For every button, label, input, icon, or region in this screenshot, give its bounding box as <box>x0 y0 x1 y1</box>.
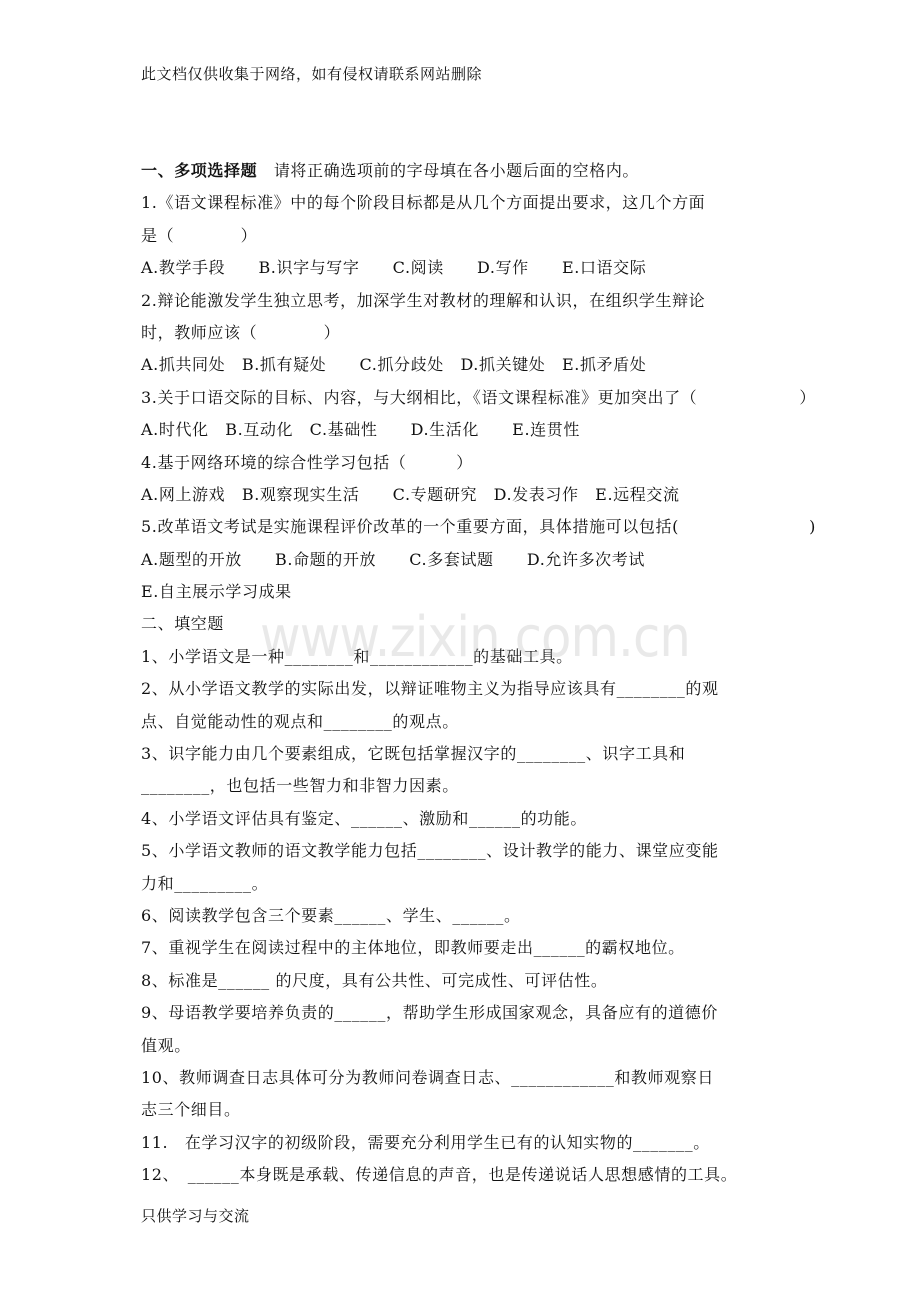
fill-blank-line: 力和_________。 <box>141 873 269 893</box>
fill-blank-line: 12、 ______本身既是承载、传递信息的声音，也是传递说话人思想感情的工具。 <box>141 1165 738 1185</box>
question-text: 3.关于口语交际的目标、内容，与大纲相比，《语文课程标准》更加突出了（ <box>141 387 698 407</box>
fill-blank-line: 9、母语教学要培养负责的______，帮助学生形成国家观念，具备应有的道德价 <box>141 1003 718 1023</box>
fill-blank-line: 2、从小学语文教学的实际出发，以辩证唯物主义为指导应该具有________的观 <box>141 679 719 699</box>
question-line: 2.辩论能激发学生独立思考，加深学生对教材的理解和认识，在组织学生辩论 <box>141 290 706 310</box>
option-line: E.自主展示学习成果 <box>141 582 292 602</box>
section1-title: 一、多项选择题 <box>141 161 258 180</box>
fill-blank-line: 6、阅读教学包含三个要素______、学生、______。 <box>141 905 521 925</box>
option-line: A.题型的开放 B.命题的开放 C.多套试题 D.允许多次考试 <box>141 549 645 569</box>
question-text: 5.改革语文考试是实施课程评价改革的一个重要方面，具体措施可以包括( <box>141 517 679 537</box>
answer-paren-close: ) <box>809 517 816 537</box>
section2-title: 二、填空题 <box>141 614 225 634</box>
fill-blank-line: 点、自觉能动性的观点和________的观点。 <box>141 711 459 731</box>
option-line: A.教学手段 B.识字与写字 C.阅读 D.写作 E.口语交际 <box>141 258 647 278</box>
question-line: 1.《语文课程标准》中的每个阶段目标都是从几个方面提出要求，这几个方面 <box>141 193 706 213</box>
option-line: A.抓共同处 B.抓有疑处 C.抓分歧处 D.抓关键处 E.抓矛盾处 <box>141 355 647 375</box>
footer-note: 只供学习与交流 <box>141 1207 250 1225</box>
svg-text:www.zixin.com.cn: www.zixin.com.cn <box>260 605 690 670</box>
question-line: 是（ ） <box>141 225 258 245</box>
fill-blank-line: ________，也包括一些智力和非智力因素。 <box>141 776 459 796</box>
answer-paren-close: ） <box>799 387 816 407</box>
question-line <box>141 382 816 414</box>
fill-blank-line: 7、重视学生在阅读过程中的主体地位，即教师要走出______的霸权地位。 <box>141 938 685 958</box>
document-body <box>141 155 816 1192</box>
option-line: A.时代化 B.互动化 C.基础性 D.生活化 E.连贯性 <box>141 420 580 440</box>
section1-heading-line <box>141 155 791 187</box>
fill-blank-line: 1、小学语文是一种________和____________的基础工具。 <box>141 646 573 666</box>
fill-blank-line: 3、识字能力由几个要素组成，它既包括掌握汉字的________、识字工具和 <box>141 744 686 764</box>
fill-blank-line: 11. 在学习汉字的初级阶段，需要充分利用学生已有的认知实物的_______。 <box>141 1132 710 1152</box>
fill-blank-line: 值观。 <box>141 1035 191 1055</box>
header-note: 此文档仅供收集于网络，如有侵权请联系网站删除 <box>141 65 483 83</box>
question-line: 时，教师应该（ ） <box>141 322 341 342</box>
fill-blank-line: 4、小学语文评估具有鉴定、______、激励和______的功能。 <box>141 808 587 828</box>
question-line <box>141 511 816 543</box>
option-line: A.网上游戏 B.观察现实生活 C.专题研究 D.发表习作 E.远程交流 <box>141 484 680 504</box>
fill-blank-line: 5、小学语文教师的语文教学能力包括________、设计教学的能力、课堂应变能 <box>141 841 719 861</box>
fill-blank-line: 8、标准是______ 的尺度，具有公共性、可完成性、可评估性。 <box>141 970 608 990</box>
fill-blank-line: 10、教师调查日志具体可分为教师问卷调查日志、____________和教师观察日 <box>141 1067 714 1087</box>
fill-blank-line: 志三个细目。 <box>141 1100 241 1120</box>
section1-instruction: 请将正确选项前的字母填在各小题后面的空格内。 <box>273 161 640 180</box>
question-line: 4.基于网络环境的综合性学习包括（ ） <box>141 452 473 472</box>
